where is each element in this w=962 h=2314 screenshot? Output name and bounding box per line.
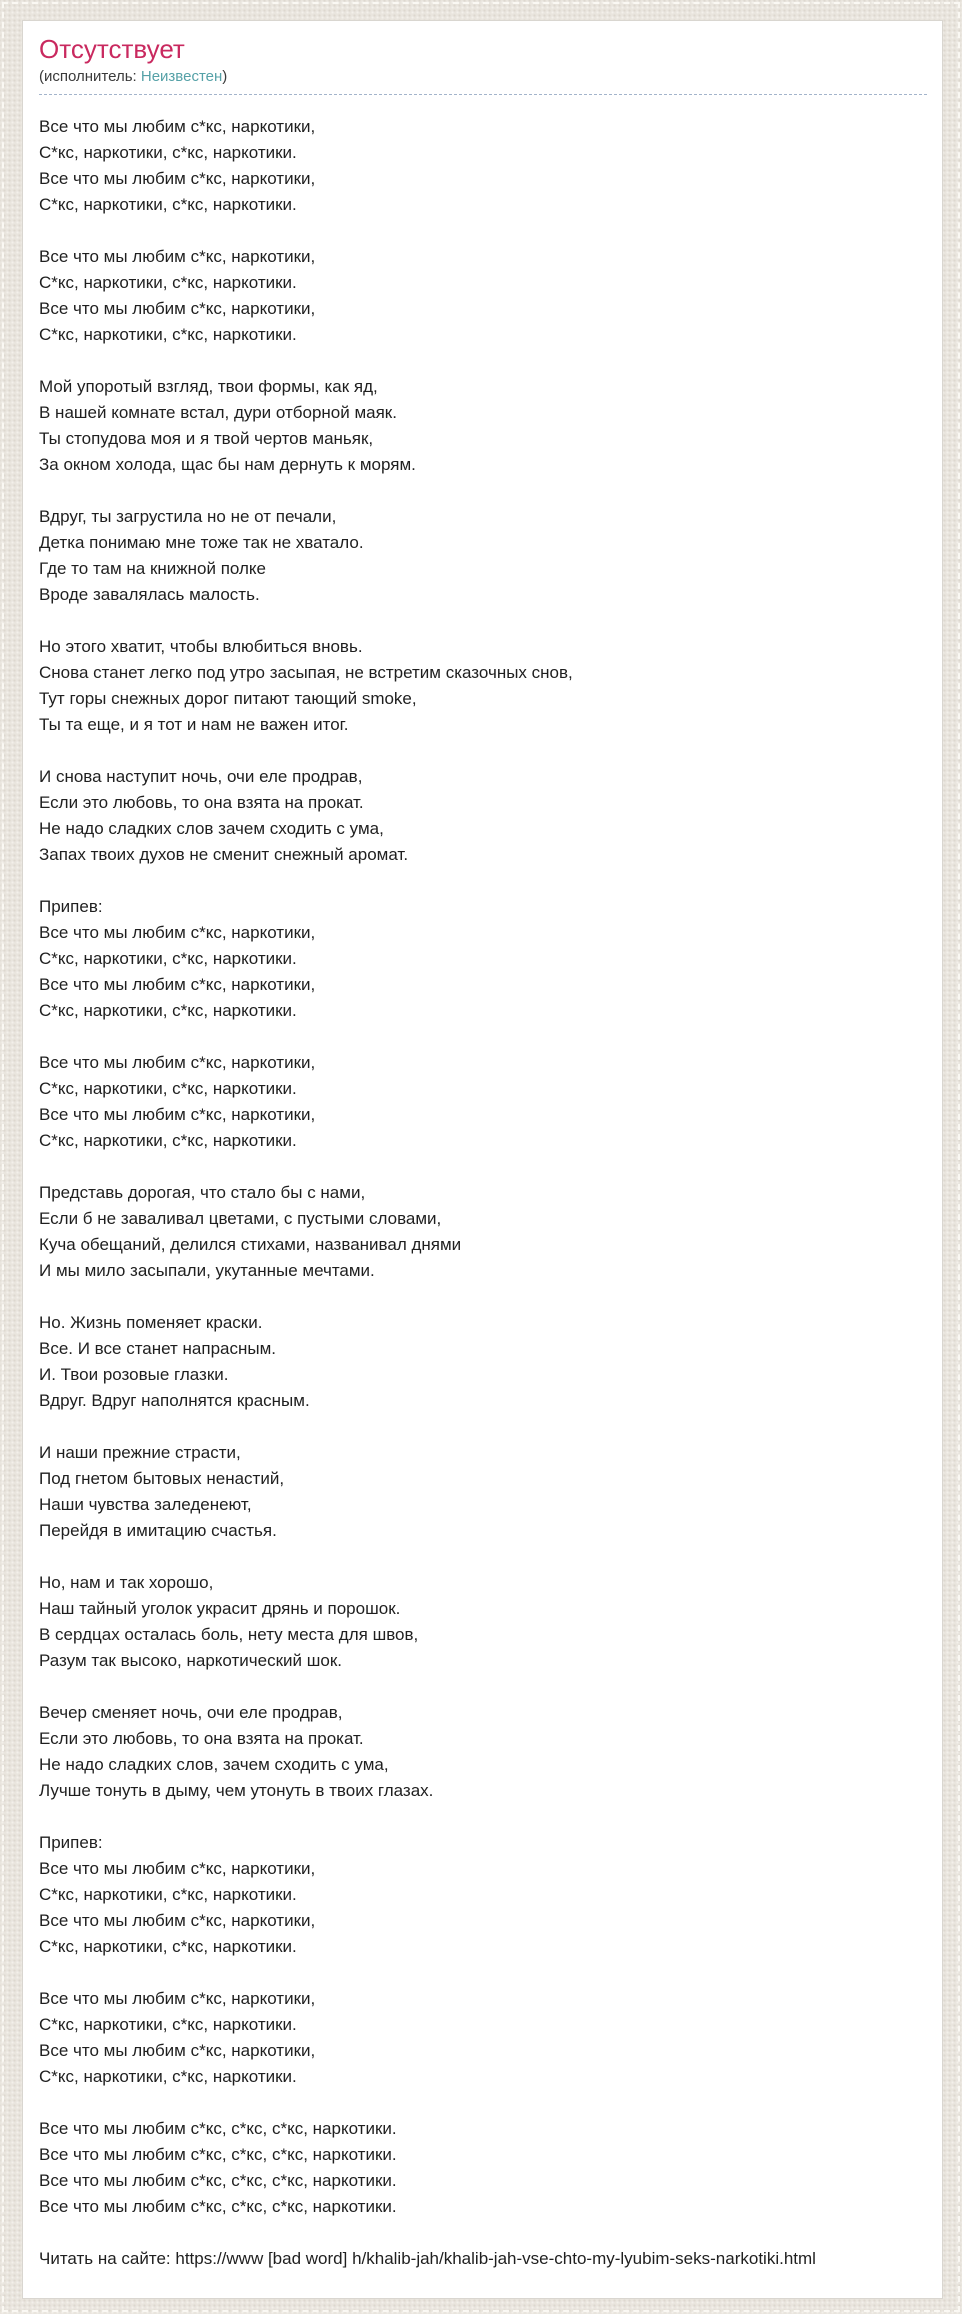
- artist-link[interactable]: Неизвестен: [140, 68, 223, 85]
- stanza: Все что мы любим с*кс, наркотики, С*кс, наркотики, с*кс, наркотики. Все что мы любим с*кс, наркотики, С*кс, наркотики, с*кс, наркотики.: [39, 247, 316, 344]
- artist-label-prefix: (исполнитель:: [39, 68, 141, 85]
- artist-line: [39, 68, 927, 95]
- stanza: Припев: Все что мы любим с*кс, наркотики, С*кс, наркотики, с*кс, наркотики. Все что мы любим с*кс, наркотики, С*кс, наркотики, с*кс, наркотики.: [39, 1833, 316, 1956]
- artist-label-suffix: ): [222, 68, 228, 85]
- stanza: Вечер сменяет ночь, очи еле продрав, Если это любовь, то она взята на прокат. Не надо сладких слов, зачем сходить с ума, Лучше тонуть в дыму, чем утонуть в твоих глазах.: [39, 1703, 434, 1800]
- stanza: Все что мы любим с*кс, наркотики, С*кс, наркотики, с*кс, наркотики. Все что мы любим с*кс, наркотики, С*кс, наркотики, с*кс, наркотики.: [39, 1053, 316, 1150]
- song-title: Отсутствует: [39, 34, 185, 64]
- stanza: Все что мы любим с*кс, с*кс, с*кс, наркотики. Все что мы любим с*кс, с*кс, с*кс, наркотики. Все что мы любим с*кс, с*кс, с*кс, наркотики. Все что мы любим с*кс, с*кс, с*кс, наркотики.: [39, 2119, 397, 2216]
- stanza: Вдруг, ты загрустила но не от печали, Детка понимаю мне тоже так не хватало. Где то там на книжной полке Вроде завалялась малость.: [39, 507, 364, 604]
- stanza: Но этого хватит, чтобы влюбиться вновь. Снова станет легко под утро засыпая, не встретим сказочных снов, Тут горы снежных дорог питают тающий smoke, Ты та еще, и я тот и нам не важен итог.: [39, 637, 573, 734]
- stanza: Мой упоротый взгляд, твои формы, как яд, В нашей комнате встал, дури отборной маяк. Ты стопудова моя и я твой чертов маньяк, За окном холода, щас бы нам дернуть к морям.: [39, 377, 416, 474]
- source-link-line: Читать на сайте: https://www [bad word] h/khalib-jah/khalib-jah-vse-chto-my-lyubim-seks-narkotiki.html: [39, 2246, 816, 2272]
- stanza: И наши прежние страсти, Под гнетом бытовых ненастий, Наши чувства заледенеют, Перейдя в имитацию счастья.: [39, 1443, 285, 1540]
- stanza: Но. Жизнь поменяет краски. Все. И все станет напрасным. И. Твои розовые глазки. Вдруг. Вдруг наполнятся красным.: [39, 1313, 310, 1410]
- stanza: Но, нам и так хорошо, Наш тайный уголок украсит дрянь и порошок. В сердцах осталась боль, нету места для швов, Разум так высоко, наркотический шок.: [39, 1573, 419, 1670]
- stanza: Припев: Все что мы любим с*кс, наркотики, С*кс, наркотики, с*кс, наркотики. Все что мы любим с*кс, наркотики, С*кс, наркотики, с*кс, наркотики.: [39, 897, 316, 1020]
- lyrics-text: [39, 114, 927, 2220]
- stanza: Представь дорогая, что стало бы с нами, Если б не заваливал цветами, с пустыми словами, Куча обещаний, делился стихами, названивал днями И мы мило засыпали, укутанные мечтами.: [39, 1183, 462, 1280]
- stanza: Все что мы любим с*кс, наркотики, С*кс, наркотики, с*кс, наркотики. Все что мы любим с*кс, наркотики, С*кс, наркотики, с*кс, наркотики.: [39, 1989, 316, 2086]
- stanza: И снова наступит ночь, очи еле продрав, Если это любовь, то она взята на прокат. Не надо сладких слов зачем сходить с ума, Запах твоих духов не сменит снежный аромат.: [39, 767, 409, 864]
- lyrics-card: [22, 20, 943, 2299]
- stanza: Все что мы любим с*кс, наркотики, С*кс, наркотики, с*кс, наркотики. Все что мы любим с*кс, наркотики, С*кс, наркотики, с*кс, наркотики.: [39, 117, 316, 214]
